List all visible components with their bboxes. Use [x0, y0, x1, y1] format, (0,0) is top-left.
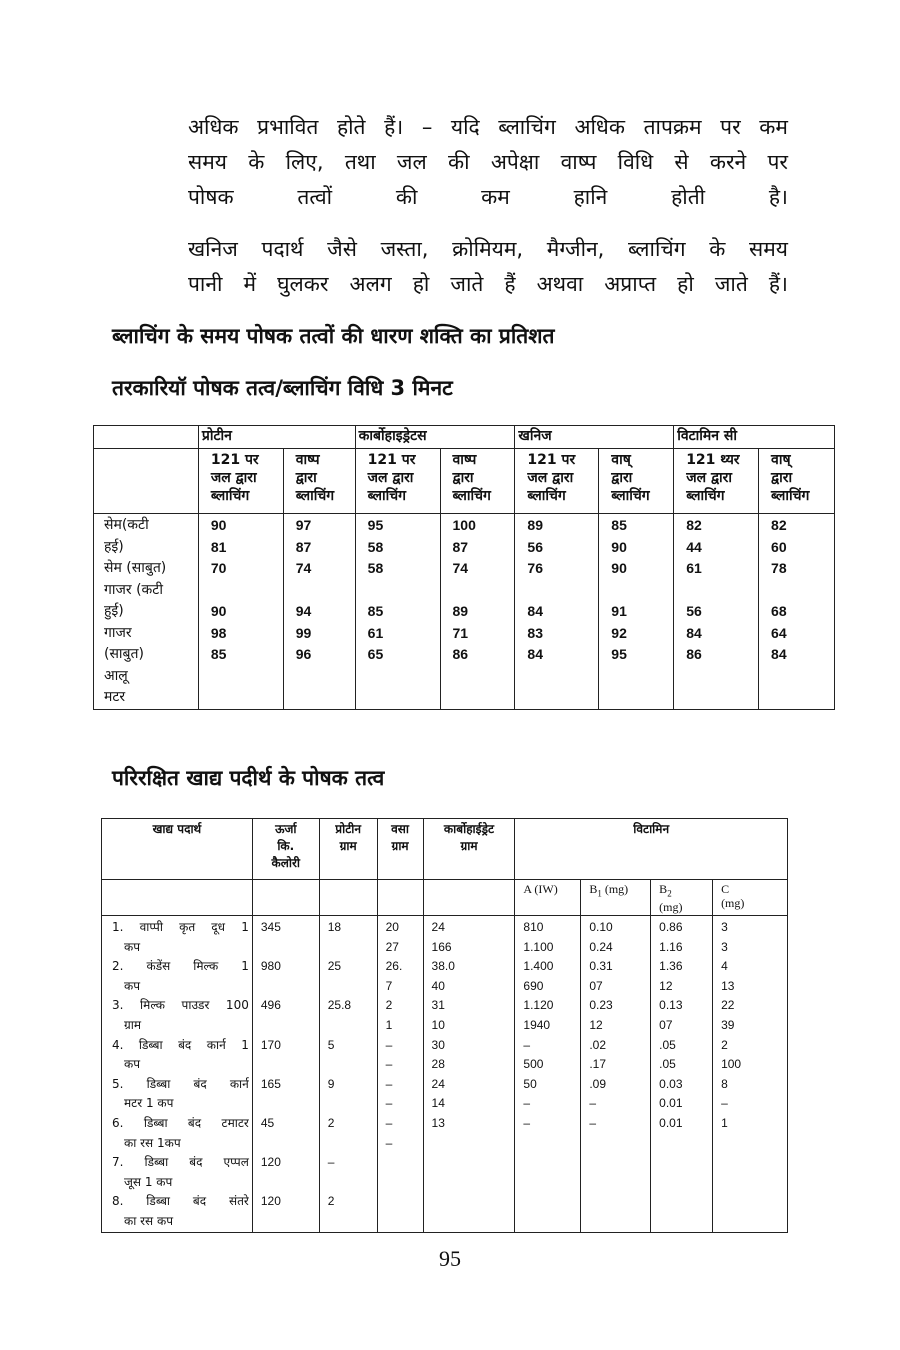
nutrient-value: 2	[721, 1037, 728, 1052]
vegetable-name-line: हई)	[104, 538, 124, 555]
nutrient-value: 810	[523, 920, 544, 934]
retention-value: 99	[295, 624, 312, 641]
nutrient-value: 07	[589, 978, 603, 993]
subheader-blank	[319, 880, 377, 916]
nutrient-value: 0.31	[589, 959, 613, 974]
retention-value: 81	[210, 538, 227, 555]
nutrient-value: 39	[721, 1017, 735, 1032]
nutrient-value: –	[589, 1115, 596, 1130]
carbohydrate-column	[423, 916, 515, 1233]
nutrient-value: 1.16	[659, 939, 683, 954]
food-item-line: कप	[124, 939, 141, 954]
retention-value-column	[515, 514, 599, 710]
corner-cell	[94, 426, 199, 449]
retention-value	[611, 580, 670, 602]
nutrient-value: 31	[431, 998, 445, 1013]
subheader-vitamin-b2: $B_2$ (mg)	[651, 880, 713, 916]
nutrient-value: 27	[385, 939, 399, 954]
nutrient-value	[261, 1055, 316, 1075]
subheader-line: द्वारा	[611, 470, 633, 486]
food-item-line: 2. कंडेंस मिल्क 1	[112, 959, 249, 974]
subheader-blank	[377, 880, 423, 916]
subheader-line: 121 पर	[527, 452, 576, 468]
food-item-line: कप	[124, 978, 141, 993]
paragraph-line: खनिज पदार्थ जैसे जस्ता, क्रोमियम, मैग्जीन, ब्लाचिंग के समय	[188, 237, 788, 261]
food-item-line: मटर 1 कप	[124, 1096, 174, 1111]
food-item-line: का रस 1कप	[124, 1135, 181, 1150]
retention-value-column	[759, 514, 835, 710]
nutrient-value: 170	[260, 1037, 281, 1052]
vegetable-name-line: हुई)	[104, 603, 124, 619]
retention-value: 84	[686, 624, 702, 641]
nutrient-value: .02	[589, 1037, 606, 1052]
nutrient-value: –	[589, 1096, 596, 1111]
retention-value: 61	[367, 624, 384, 641]
food-item-line: 3. मिल्क पाउडर 100	[112, 998, 249, 1013]
nutrient-value: –	[385, 1096, 393, 1111]
retention-value-column	[198, 514, 283, 710]
retention-value: 90	[611, 538, 627, 555]
subheader-line: 121 पर	[210, 452, 259, 468]
blanching-retention-table	[93, 425, 835, 710]
retention-value: 90	[611, 560, 627, 576]
paragraph-2	[188, 232, 788, 302]
nutrient-value: 40	[431, 978, 445, 993]
header-vitamin: विटामिन	[515, 819, 788, 880]
retention-value: 86	[452, 646, 469, 662]
retention-value	[211, 580, 280, 602]
header-fat: वसा ग्राम	[377, 819, 423, 880]
nutrient-value: 24	[431, 920, 445, 934]
subheader-line: वाष्प	[295, 452, 320, 468]
retention-value-column	[674, 514, 759, 710]
retention-value: 92	[611, 624, 627, 641]
nutrient-value: 980	[260, 959, 281, 974]
nutrient-value: 12	[659, 978, 673, 993]
subheader-line: ब्लाचिंग	[611, 488, 650, 504]
nutrient-value	[328, 1173, 374, 1193]
method-subheader	[283, 449, 355, 514]
protein-column	[319, 916, 377, 1233]
retention-value: 71	[452, 624, 469, 641]
retention-value	[527, 580, 595, 602]
food-item-line: ग्राम	[124, 1017, 142, 1032]
subheader-line: ब्लाचिंग	[367, 488, 407, 504]
method-subheader	[599, 449, 674, 514]
nutrient-value: 0.23	[589, 998, 613, 1013]
nutrient-value: 0.10	[589, 920, 613, 934]
retention-value: 90	[210, 517, 227, 533]
paragraph-1	[188, 110, 788, 215]
retention-value: 85	[210, 646, 227, 662]
food-items-column	[102, 916, 253, 1233]
header-protein: प्रोटीन ग्राम	[319, 819, 377, 880]
nutrient-value: 1940	[523, 1017, 551, 1032]
nutrient-value: 3	[721, 920, 728, 934]
subheader-line: ब्लाचिंग	[210, 488, 250, 504]
nutrient-value	[261, 977, 316, 997]
nutrient-value	[261, 1094, 316, 1114]
retention-value: 91	[611, 603, 627, 619]
nutrient-value: 120	[260, 1155, 281, 1170]
nutrient-value: 1.36	[659, 959, 683, 974]
retention-value: 78	[771, 560, 787, 576]
retention-value: 97	[295, 517, 312, 533]
retention-value: 76	[527, 560, 543, 576]
retention-value: 64	[771, 624, 787, 641]
retention-value: 68	[771, 603, 787, 619]
nutrient-value: –	[721, 1096, 728, 1111]
subheader-line: वाष्	[771, 452, 791, 468]
retention-value	[771, 580, 831, 602]
retention-value: 94	[295, 603, 312, 619]
vegetable-name-line: गाजर (कटी	[104, 581, 163, 598]
nutrient-value: 165	[260, 1076, 281, 1091]
subheader-line: ब्लाचिंग	[295, 488, 335, 504]
nutrient-value: –	[523, 1115, 531, 1130]
retention-value	[453, 580, 512, 602]
nutrient-value: 9	[327, 1076, 335, 1091]
nutrient-value: 0.03	[659, 1076, 683, 1091]
nutrient-value	[328, 938, 374, 958]
retention-value: 90	[210, 603, 227, 619]
paragraph-line: समय के लिए, तथा जल की अपेक्षा वाष्प विधि से करने पर	[188, 150, 788, 174]
subheader-line: जल द्वारा	[527, 470, 574, 486]
method-subheader	[674, 449, 759, 514]
retention-value: 84	[771, 646, 787, 662]
nutrient-value	[261, 1173, 316, 1193]
nutrient-value: 18	[327, 920, 342, 934]
nutrient-value: 100	[721, 1057, 742, 1072]
header-carbohydrate: कार्बोहाईड्रेट ग्राम	[423, 819, 515, 880]
nutrient-value: 500	[523, 1057, 544, 1072]
group-header-vitamin-c: विटामिन सी	[674, 426, 835, 449]
nutrient-value: 50	[523, 1076, 537, 1091]
nutrient-value: 1.400	[523, 959, 554, 974]
nutrient-value: 12	[589, 1017, 603, 1032]
retention-value: 87	[295, 538, 312, 555]
table-2-title: परिरक्षित खाद्य पदीर्थ के पोषक तत्व	[112, 766, 385, 790]
subheader-blank	[102, 880, 253, 916]
nutrient-value: 24	[431, 1076, 445, 1091]
fat-column	[377, 916, 423, 1233]
nutrient-value: 28	[431, 1057, 445, 1072]
subheader-vitamin-b1: $B_1$ (mg)	[581, 880, 651, 916]
retention-value: 87	[452, 538, 469, 555]
nutrient-value	[328, 977, 374, 997]
group-header-protein: प्रोटीन	[198, 426, 355, 449]
nutrient-value: –	[523, 1037, 531, 1052]
nutrient-value: –	[385, 1037, 393, 1052]
subheader-line: ब्लाचिंग	[452, 488, 491, 504]
retention-value: 60	[771, 538, 787, 555]
retention-value: 56	[527, 538, 543, 555]
retention-value: 84	[527, 646, 543, 662]
vegetable-names-column	[94, 514, 199, 710]
retention-value	[368, 580, 437, 602]
vegetable-name-line: मटर	[104, 689, 126, 705]
group-header-minerals: खनिज	[515, 426, 674, 449]
nutrient-value: 45	[260, 1115, 275, 1130]
nutrient-value: 10	[431, 1017, 445, 1032]
nutrient-value: .05	[659, 1037, 676, 1052]
nutrient-value	[328, 1094, 374, 1114]
subheader-line: ब्लाचिंग	[686, 488, 725, 504]
subheader-line: द्वारा	[771, 470, 793, 486]
nutrient-value: 1	[385, 1017, 393, 1032]
retention-value: 89	[452, 603, 469, 619]
retention-value: 85	[367, 603, 384, 619]
nutrient-value: 07	[659, 1017, 673, 1032]
nutrient-value: 5	[327, 1037, 335, 1052]
nutrient-value: –	[385, 1057, 393, 1072]
method-subheader	[355, 449, 440, 514]
nutrient-value: 26.	[385, 959, 403, 974]
retention-value: 44	[686, 538, 702, 555]
subheader-line: द्वारा	[295, 470, 317, 486]
nutrient-value: .09	[589, 1076, 606, 1091]
nutrient-value: 0.01	[659, 1115, 683, 1130]
paragraph-line: पोषक तत्वों की कम हानि होती है।	[188, 185, 788, 209]
table-1-title: तरकारियॉ पोषक तत्व/ब्लाचिंग विधि 3 मिनट	[112, 376, 453, 400]
food-item-line: 8. डिब्बा बंद संतरे	[112, 1194, 249, 1209]
food-item-line: 7. डिब्बा बंद एप्पल	[112, 1155, 249, 1170]
nutrient-value: 14	[431, 1096, 445, 1111]
nutrient-value: 1.120	[523, 998, 554, 1013]
retention-value: 86	[686, 646, 702, 662]
food-item-line: कप	[124, 1057, 141, 1072]
method-subheader	[515, 449, 599, 514]
retention-value: 65	[367, 646, 384, 662]
group-header-carbohydrates: कार्बोहाइड्रेटस	[355, 426, 515, 449]
nutrient-value	[261, 1134, 316, 1154]
subheader-line: ब्लाचिंग	[527, 488, 566, 504]
subheader-vitamin-a: A (IW)	[515, 880, 581, 916]
subheader-line: जल द्वारा	[686, 470, 732, 486]
nutrient-value: .17	[589, 1057, 606, 1072]
nutrient-value: –	[523, 1096, 531, 1111]
nutrient-value: 2	[327, 1115, 335, 1130]
header-energy: ऊर्जा कि. कैलोरी	[252, 819, 319, 880]
retention-value: 84	[527, 603, 543, 619]
nutrient-value: 13	[431, 1115, 445, 1130]
food-item-line: 5. डिब्बा बंद कार्न	[112, 1076, 249, 1091]
nutrient-value: 3	[721, 939, 728, 954]
retention-value: 98	[210, 624, 227, 641]
page-number: 95	[439, 1246, 461, 1271]
subheader-line: 121 पर	[367, 452, 416, 468]
nutrient-value: 38.0	[431, 959, 455, 974]
nutrient-value: 0.13	[659, 998, 683, 1013]
nutrient-value: –	[385, 1135, 393, 1150]
nutrient-value: 30	[431, 1037, 445, 1052]
nutrient-value: 1.100	[523, 939, 554, 954]
retention-value-column	[283, 514, 355, 710]
nutrient-value: 2	[385, 998, 393, 1013]
vegetable-name-line: सेम (साबुत)	[104, 560, 167, 576]
nutrient-value	[328, 1016, 374, 1036]
nutrient-value: 20	[385, 920, 399, 934]
subheader-line: वाष्प	[452, 452, 477, 468]
food-item-line: 4. डिब्बा बंद कार्न 1	[112, 1037, 249, 1052]
nutrient-value: –	[385, 1076, 393, 1091]
method-subheader	[198, 449, 283, 514]
nutrient-value: 22	[721, 998, 735, 1013]
nutrient-value: 345	[260, 920, 281, 934]
nutrient-value: 7	[385, 978, 393, 993]
retention-value-column	[599, 514, 674, 710]
vegetable-name-line: सेम(कटी	[104, 517, 149, 533]
vegetable-name-line: गाजर	[104, 624, 132, 641]
method-subheader	[440, 449, 515, 514]
retention-value: 74	[295, 560, 312, 576]
vitamin-c-column	[713, 916, 788, 1233]
food-item-line: 6. डिब्बा बंद टमाटर	[112, 1115, 249, 1130]
nutrient-value: 8	[721, 1076, 728, 1091]
nutrient-value: 2	[327, 1194, 335, 1209]
retention-value: 95	[367, 517, 384, 533]
nutrient-value	[261, 1016, 316, 1036]
retention-value	[296, 580, 352, 602]
retention-value: 82	[686, 517, 702, 533]
nutrient-value: 120	[260, 1194, 281, 1209]
retention-value: 56	[686, 603, 702, 619]
nutrient-value	[328, 1055, 374, 1075]
retention-value: 74	[452, 560, 469, 576]
retention-value: 83	[527, 624, 543, 641]
nutrient-value: .05	[659, 1057, 676, 1072]
section-heading-retention: ब्लाचिंग के समय पोषक तत्वों की धारण शक्ति का प्रतिशत	[112, 324, 555, 348]
vitamin-a-column	[515, 916, 581, 1233]
vegetable-name-line: (साबुत)	[104, 646, 144, 662]
nutrient-value: 166	[431, 939, 452, 954]
header-food: खाद्य पदार्थ	[102, 819, 253, 880]
food-item-line: जूस 1 कप	[124, 1174, 173, 1189]
retention-value: 58	[367, 560, 384, 576]
subheader-line: जल द्वारा	[367, 470, 414, 486]
nutrient-value: 4	[721, 959, 728, 974]
nutrient-value: 0.01	[659, 1096, 683, 1111]
vitamin-b2-column	[651, 916, 713, 1233]
retention-value: 70	[210, 560, 227, 576]
retention-value: 82	[771, 517, 787, 533]
nutrient-value: 0.24	[589, 939, 613, 954]
nutrient-value: 13	[721, 978, 735, 993]
nutrient-value: –	[385, 1115, 393, 1130]
paragraph-line: पानी में घुलकर अलग हो जाते हैं अथवा अप्राप्त हो जाते हैं।	[188, 272, 788, 296]
nutrient-value: 0.86	[659, 920, 683, 934]
nutrient-value: 25	[327, 959, 342, 974]
retention-value: 61	[686, 560, 702, 576]
nutrient-value: 496	[260, 998, 281, 1013]
food-item-line: 1. वाप्पी कृत दूध 1	[112, 920, 249, 934]
nutrient-value: 690	[523, 978, 544, 993]
vegetable-name-line: आलू	[104, 667, 128, 684]
retention-value: 100	[452, 517, 476, 533]
retention-value	[686, 580, 755, 602]
subheader-blank	[94, 449, 199, 514]
subheader-line: वाष्	[611, 452, 631, 468]
vitamin-b1-column	[581, 916, 651, 1233]
nutrient-value	[328, 1134, 374, 1154]
food-item-line: का रस कप	[124, 1213, 174, 1228]
subheader-vitamin-c: C (mg)	[713, 880, 788, 916]
nutrient-value: 25.8	[327, 998, 352, 1013]
subheader-line: 121 थ्यर	[686, 452, 740, 468]
preserved-food-nutrients-table	[101, 818, 788, 1233]
retention-value: 89	[527, 517, 543, 533]
retention-value-column	[355, 514, 440, 710]
retention-value: 95	[611, 646, 627, 662]
retention-value: 96	[295, 646, 312, 662]
nutrient-value: 1	[721, 1115, 728, 1130]
subheader-blank	[252, 880, 319, 916]
subheader-line: जल द्वारा	[210, 470, 257, 486]
energy-column	[252, 916, 319, 1233]
nutrient-value	[261, 938, 316, 958]
subheader-line: द्वारा	[452, 470, 474, 486]
retention-value-column	[440, 514, 515, 710]
retention-value: 85	[611, 517, 627, 533]
paragraph-line: अधिक प्रभावित होते हैं। – यदि ब्लाचिंग अधिक तापक्रम पर कम	[188, 115, 788, 139]
subheader-blank	[423, 880, 515, 916]
retention-value: 58	[367, 538, 384, 555]
subheader-line: ब्लाचिंग	[771, 488, 810, 504]
method-subheader	[759, 449, 835, 514]
nutrient-value: –	[327, 1155, 335, 1170]
